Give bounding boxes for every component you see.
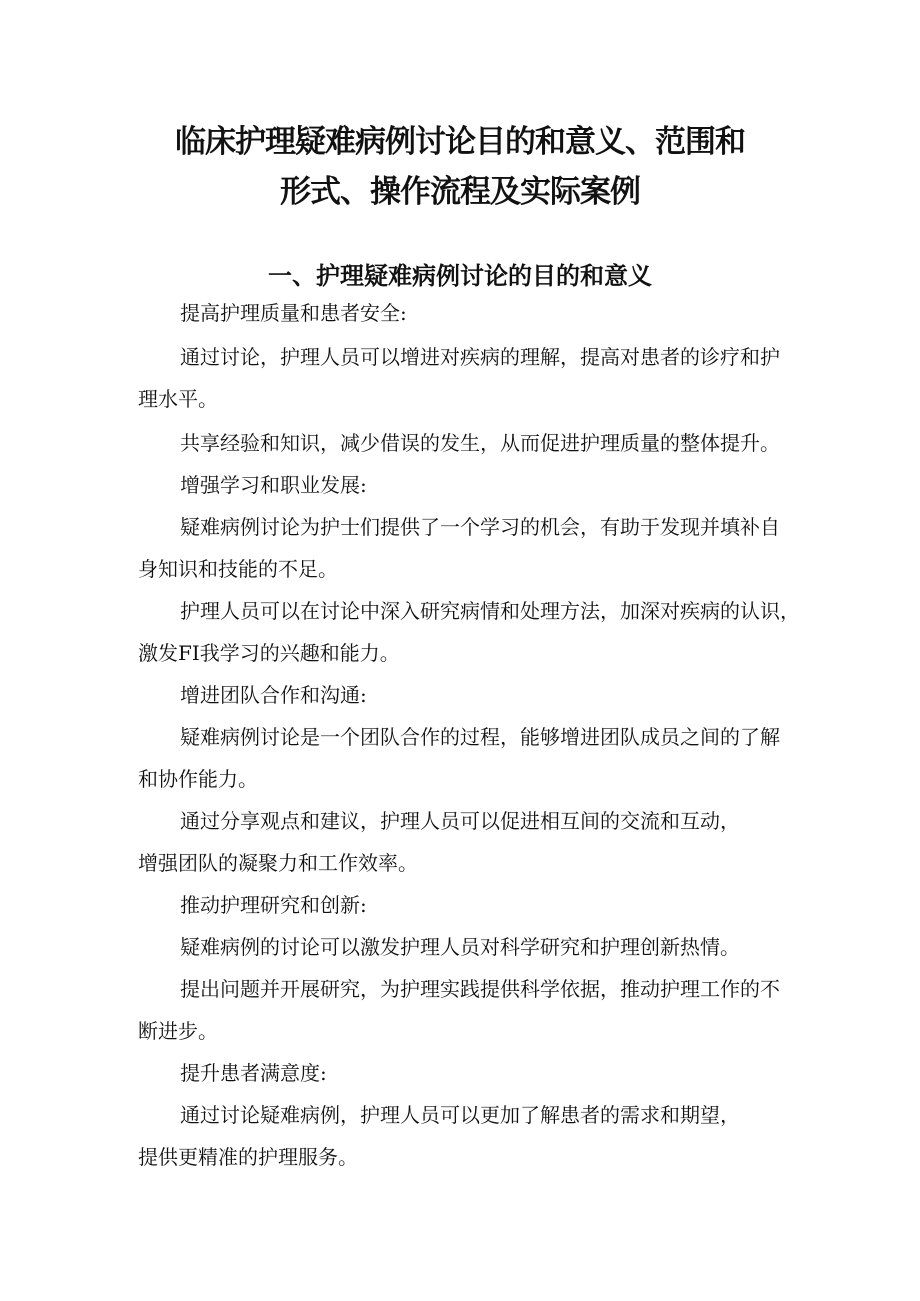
paragraph-line: 通过讨论疑难病例，护理人员可以更加了解患者的需求和期望，	[180, 1103, 740, 1127]
document-title-line-1: 临床护理疑难病例讨论目的和意义、范围和	[175, 124, 745, 160]
paragraph-line: 增强团队的凝聚力和工作效率。	[138, 851, 418, 875]
paragraph-line: 提出问题并开展研究，为护理实践提供科学依据，推动护理工作的不	[180, 977, 780, 1001]
paragraph-line: 理水平。	[138, 387, 218, 411]
paragraph-line: 通过分享观点和建议，护理人员可以促进相互间的交流和互动，	[180, 809, 740, 833]
paragraph-line: 通过讨论，护理人员可以增进对疾病的理解，提高对患者的诊疗和护	[180, 345, 780, 369]
paragraph-line: 激发FI我学习的兴趣和能力。	[138, 641, 400, 665]
paragraph-line: 疑难病例讨论是一个团队合作的过程，能够增进团队成员之间的了解	[180, 725, 780, 749]
subheading-quality-safety: 提高护理质量和患者安全:	[180, 301, 407, 325]
paragraph-line: 疑难病例讨论为护士们提供了一个学习的机会，有助于发现并填补自	[180, 515, 780, 539]
paragraph-line: 身知识和技能的不足。	[138, 557, 338, 581]
paragraph-line: 断进步。	[138, 1019, 218, 1043]
subheading-learning-development: 增强学习和职业发展:	[180, 473, 367, 497]
section-heading-purpose: 一、护理疑难病例讨论的目的和意义	[268, 262, 652, 290]
subheading-research-innovation: 推动护理研究和创新:	[180, 893, 367, 917]
paragraph-line: 共享经验和知识，减少借误的发生，从而促进护理质量的整体提升。	[180, 431, 780, 455]
document-title-line-2: 形式、操作流程及实际案例	[280, 174, 640, 210]
paragraph-line: 疑难病例的讨论可以激发护理人员对科学研究和护理创新热情。	[180, 935, 740, 959]
subheading-patient-satisfaction: 提升患者满意度:	[180, 1061, 327, 1085]
paragraph-line: 提供更精准的护理服务。	[138, 1145, 358, 1169]
paragraph-line: 和协作能力。	[138, 767, 258, 791]
paragraph-line: 护理人员可以在讨论中深入研究病情和处理方法，加深对疾病的认识，	[180, 599, 800, 623]
subheading-teamwork-communication: 增进团队合作和沟通:	[180, 683, 367, 707]
